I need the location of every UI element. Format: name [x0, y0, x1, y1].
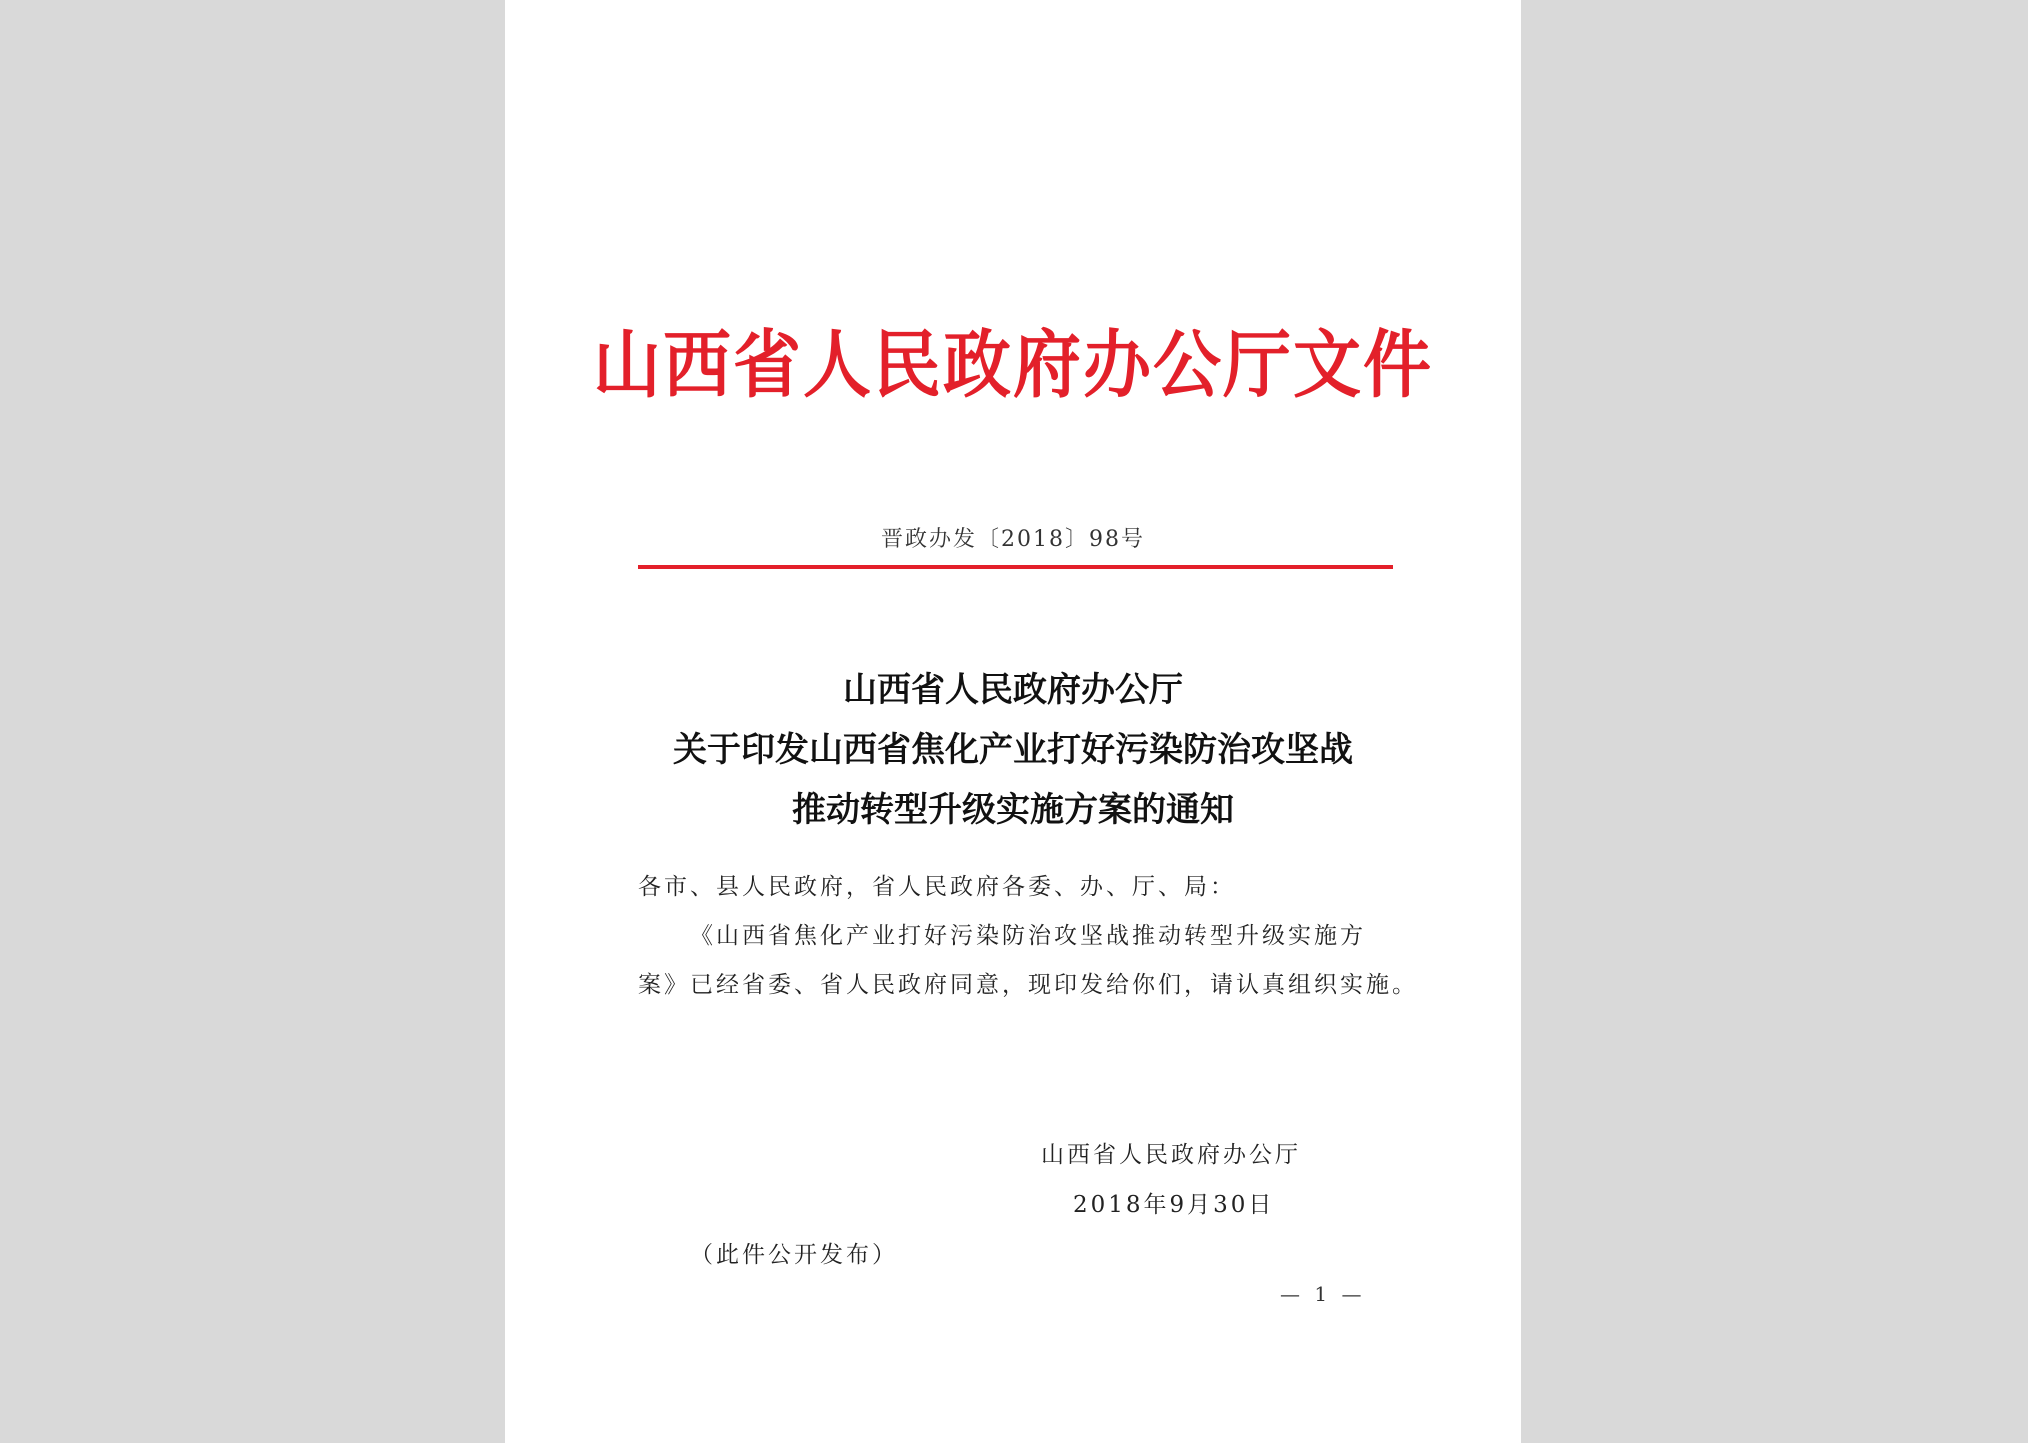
body-paragraph-line-1: 《山西省焦化产业打好污染防治攻坚战推动转型升级实施方: [690, 923, 1366, 949]
document-number: 晋政办发〔2018〕98号: [881, 527, 1145, 552]
issue-date: 2018年9月30日: [1073, 1192, 1275, 1218]
document-header-title: 山西省人民政府办公厅文件: [592, 322, 1433, 409]
addressee-line: 各市、县人民政府，省人民政府各委、办、厅、局：: [638, 874, 1236, 900]
issuing-office: 山西省人民政府办公厅: [1041, 1142, 1301, 1168]
red-divider-line: [638, 565, 1393, 569]
subject-line-1: 山西省人民政府办公厅: [843, 670, 1183, 710]
page-number: — 1 —: [1280, 1282, 1366, 1306]
subject-line-2: 关于印发山西省焦化产业打好污染防治攻坚战: [673, 730, 1353, 770]
public-release-note: （此件公开发布）: [690, 1242, 898, 1268]
subject-line-3: 推动转型升级实施方案的通知: [792, 790, 1234, 830]
body-paragraph-line-2: 案》已经省委、省人民政府同意，现印发给你们，请认真组织实施。: [638, 972, 1418, 998]
document-page: [505, 0, 1521, 1443]
notice-subject: [505, 660, 1521, 840]
